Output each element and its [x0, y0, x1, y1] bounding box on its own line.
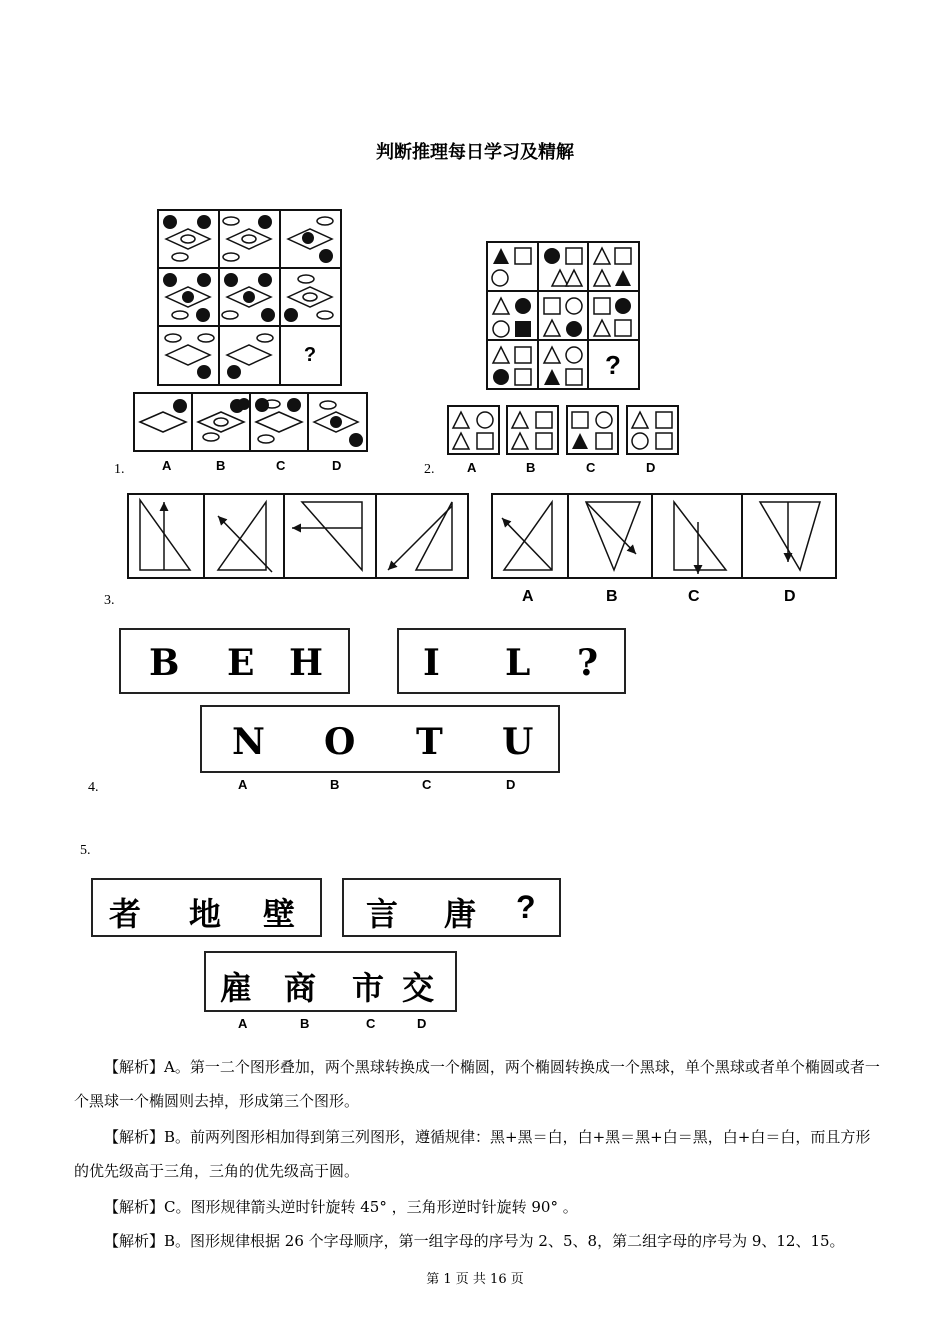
question-5-option-a: A [238, 1016, 248, 1031]
page-footer: 第 1 页 共 16 页 [426, 1272, 524, 1287]
question-4-letter: I [423, 642, 440, 684]
explanation-text: C。图形规律箭头逆时针旋转 45° ，三角形逆时针旋转 90° 。 [164, 1198, 578, 1216]
question-4-option-b: B [330, 777, 340, 792]
explanation-tag: 【解析】 [104, 1198, 165, 1216]
explanation-tag: 【解析】 [104, 1058, 165, 1076]
question-2-figure [442, 238, 687, 463]
question-2-number: 2. [424, 462, 435, 477]
explanation-text: A。第一二个图形叠加，两个黑球转换成一个椭圆，两个椭圆转换成一个黑球，单个黑球或者单个椭圆或者一个黑球一个椭圆则去掉，形成第三个图形。 [74, 1058, 880, 1110]
question-2-option-d: D [646, 460, 656, 475]
question-4-letter: H [289, 642, 324, 684]
question-4-option-d: D [506, 777, 516, 792]
question-3-option-d: D [784, 588, 796, 605]
question-4-letter: ? [577, 642, 599, 684]
question-2-option-c: C [586, 460, 596, 475]
question-5-row-2 [342, 878, 561, 937]
question-1-unknown: ? [303, 344, 317, 366]
question-2-unknown: ? [605, 350, 621, 380]
question-5-char: ? [516, 889, 536, 925]
question-5-choice: 交 [402, 969, 435, 1007]
question-1-option-c: C [276, 458, 286, 473]
question-5-row-1 [91, 878, 322, 937]
question-4-letter: L [505, 642, 531, 684]
question-2-option-a: A [467, 460, 477, 475]
question-5-option-c: C [366, 1016, 376, 1031]
question-4-number: 4. [88, 780, 99, 795]
question-3-number: 3. [104, 593, 115, 608]
question-1-figure [128, 205, 378, 460]
question-4-letter: E [227, 642, 255, 684]
question-3-stem-figure [126, 492, 478, 582]
question-1-option-d: D [332, 458, 342, 473]
question-5-choice: 市 [352, 969, 385, 1007]
question-5-option-b: B [300, 1016, 310, 1031]
explanation-tag: 【解析】 [104, 1128, 165, 1146]
question-4-choice: T [416, 721, 443, 763]
question-5-char: 者 [109, 895, 142, 933]
explanation-text: B。图形规律根据 26 个字母顺序，第一组字母的序号为 2、5、8，第二组字母的序号为 9、12、15。 [164, 1232, 845, 1250]
question-4-option-a: A [238, 777, 248, 792]
explanation-3 [74, 1190, 882, 1224]
explanation-tag: 【解析】 [104, 1232, 165, 1250]
question-5-choices [204, 951, 457, 1012]
question-3-option-b: B [606, 588, 618, 605]
question-4-choice: U [502, 721, 534, 763]
question-3-option-a: A [522, 588, 534, 605]
question-4-letter: B [149, 642, 180, 684]
question-5-choice: 商 [284, 969, 317, 1007]
question-3-options-figure [490, 492, 842, 582]
question-4-row-2 [397, 628, 626, 694]
question-5-option-d: D [417, 1016, 427, 1031]
question-4-choices [200, 705, 560, 773]
explanation-2 [74, 1120, 882, 1188]
question-2-option-b: B [526, 460, 536, 475]
explanation-1 [74, 1050, 882, 1118]
question-1-option-b: B [216, 458, 226, 473]
question-5-char: 言 [366, 895, 399, 933]
explanation-4 [74, 1224, 882, 1258]
question-5-char: 地 [189, 895, 222, 933]
question-5-char: 壁 [263, 895, 296, 933]
explanation-text: B。前两列图形相加得到第三列图形，遵循规律：黑+黑＝白，白+黑＝黑+白＝黑，白+白＝白，而且方形的优先级高于三角，三角的优先级高于圆。 [74, 1128, 871, 1180]
question-5-number: 5. [80, 843, 91, 858]
page-title: 判断推理每日学习及精解 [376, 142, 574, 163]
question-4-choice: N [232, 721, 265, 763]
question-5-choice: 雇 [220, 969, 253, 1007]
question-4-row-1 [119, 628, 350, 694]
question-4-option-c: C [422, 777, 432, 792]
question-1-option-a: A [162, 458, 172, 473]
question-1-number: 1. [114, 462, 125, 477]
question-3-option-c: C [688, 588, 700, 605]
question-4-choice: O [324, 721, 356, 763]
question-5-char: 唐 [444, 895, 477, 933]
